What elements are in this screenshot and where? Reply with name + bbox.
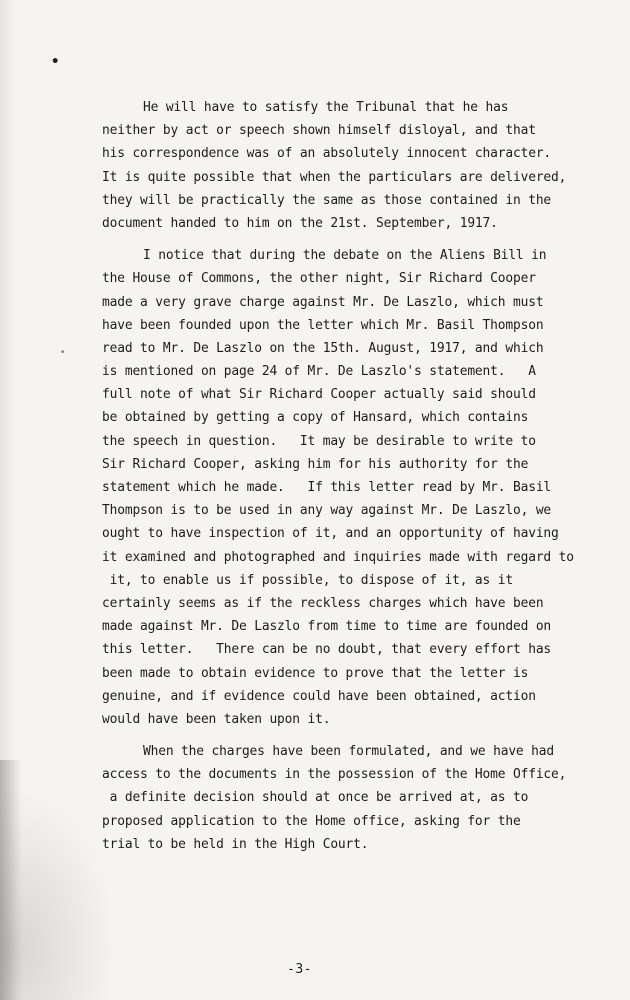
letter-body bbox=[102, 96, 607, 856]
text-line: the House of Commons, the other night, Sir Richard Cooper bbox=[102, 271, 536, 287]
text-line: full note of what Sir Richard Cooper actually said should bbox=[102, 387, 536, 403]
text-line: be obtained by getting a copy of Hansard, which contains bbox=[102, 410, 529, 426]
text-line: it, to enable us if possible, to dispose of it, as it bbox=[102, 572, 513, 588]
text-line: read to Mr. De Laszlo on the 15th. August, 1917, and which bbox=[102, 340, 544, 356]
text-line: access to the documents in the possession of the Home Office, bbox=[102, 767, 567, 783]
text-line: they will be practically the same as those contained in the bbox=[102, 192, 552, 208]
paragraph-2 bbox=[102, 244, 607, 731]
margin-mark: • bbox=[51, 54, 60, 70]
text-line: neither by act or speech shown himself disloyal, and that bbox=[102, 123, 536, 139]
text-line: certainly seems as if the reckless charges which have been bbox=[102, 595, 544, 611]
text-line: his correspondence was of an absolutely innocent character. bbox=[102, 146, 552, 162]
text-line: made a very grave charge against Mr. De Laszlo, which must bbox=[102, 294, 544, 310]
text-line: is mentioned on page 24 of Mr. De Laszlo's statement. A bbox=[102, 364, 536, 380]
text-line: made against Mr. De Laszlo from time to time are founded on bbox=[102, 619, 552, 635]
text-line: It is quite possible that when the particulars are delivered, bbox=[102, 169, 567, 185]
text-line: trial to be held in the High Court. bbox=[102, 836, 369, 852]
text-line: When the charges have been formulated, and we have had bbox=[143, 744, 554, 760]
text-line: proposed application to the Home office, asking for the bbox=[102, 813, 521, 829]
text-line: it examined and photographed and inquiries made with regard to bbox=[102, 549, 574, 565]
text-line: I notice that during the debate on the Aliens Bill in bbox=[143, 248, 547, 264]
text-line: this letter. There can be no doubt, that every effort has bbox=[102, 642, 552, 658]
text-line: would have been taken upon it. bbox=[102, 711, 331, 727]
text-line: statement which he made. If this letter read by Mr. Basil bbox=[102, 480, 552, 495]
page-number: -3- bbox=[287, 962, 312, 977]
text-line: a definite decision should at once be arrived at, as to bbox=[102, 790, 529, 806]
page-edge-shadow bbox=[0, 760, 22, 1000]
text-line: Thompson is to be used in any way against Mr. De Laszlo, we bbox=[102, 503, 552, 519]
text-line: the speech in question. It may be desirable to write to bbox=[102, 433, 536, 449]
text-line: document handed to him on the 21st. September, 1917. bbox=[102, 215, 498, 231]
text-line: been made to obtain evidence to prove that the letter is bbox=[102, 665, 529, 681]
text-line: have been founded upon the letter which Mr. Basil Thompson bbox=[102, 317, 544, 333]
text-line: Sir Richard Cooper, asking him for his authority for the bbox=[102, 456, 529, 472]
text-line: He will have to satisfy the Tribunal that he has bbox=[143, 100, 509, 115]
text-line: genuine, and if evidence could have been obtained, action bbox=[102, 688, 536, 704]
text-line: ought to have inspection of it, and an opportunity of having bbox=[102, 526, 559, 542]
paragraph-1 bbox=[102, 96, 607, 235]
paragraph-3 bbox=[102, 740, 607, 856]
margin-speck: • bbox=[60, 348, 66, 358]
